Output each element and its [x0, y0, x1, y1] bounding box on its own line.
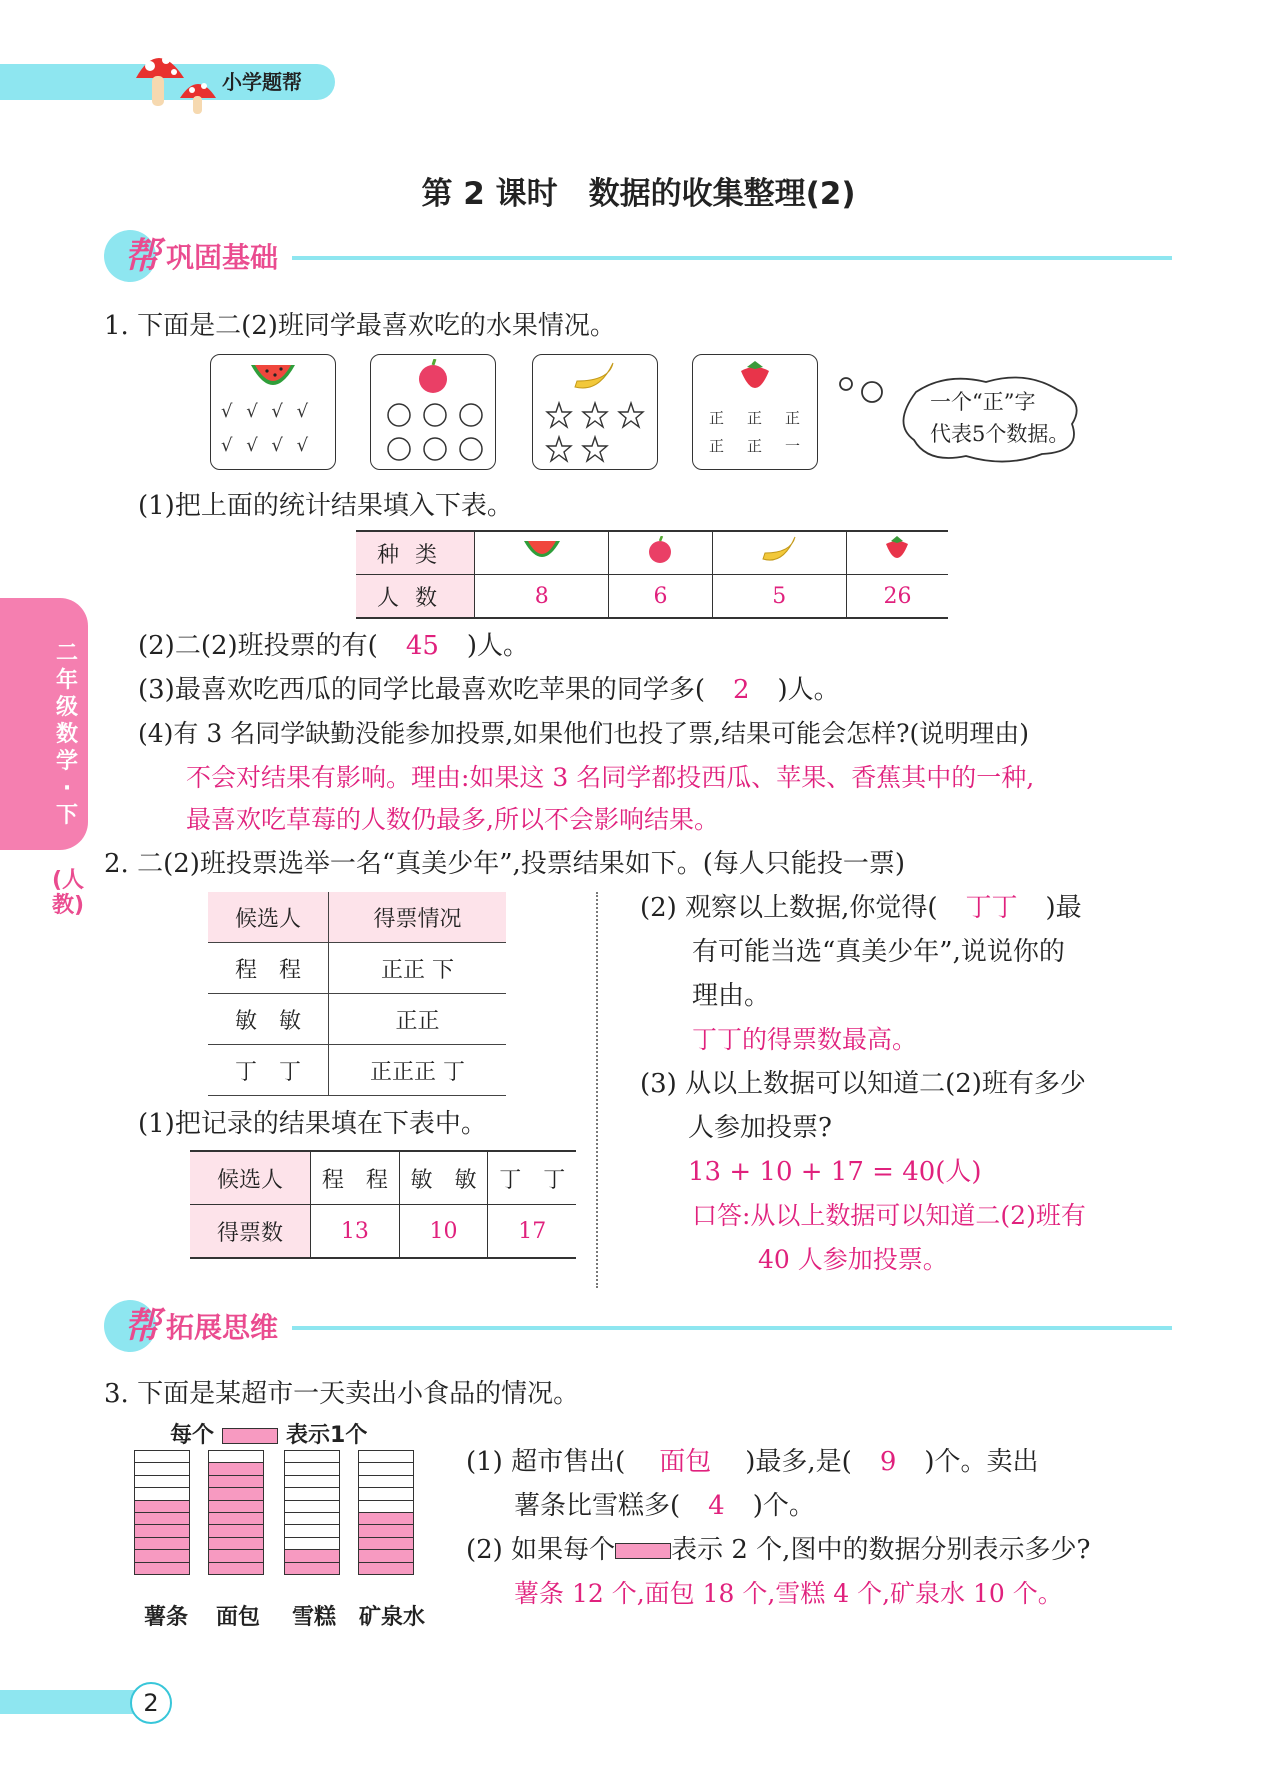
- tally-row: 正 正 正: [709, 409, 805, 427]
- row-label: 人数: [356, 575, 475, 619]
- answer: 2: [732, 675, 750, 705]
- banana-icon: [712, 531, 846, 575]
- bar-unit-filled: [209, 1463, 263, 1475]
- bar-unit-filled: [359, 1538, 413, 1550]
- category-label: 薯条: [143, 1605, 188, 1630]
- bar-unit-empty: [359, 1488, 413, 1500]
- tally-row: √ √ √ √: [221, 435, 313, 456]
- bar-unit-empty: [135, 1488, 189, 1500]
- q2-stem: 2. 二(2)班投票选举一名“真美少年”,投票结果如下。(每人只能投一票): [104, 849, 906, 879]
- tally-cell: 正正正 丁: [329, 1045, 507, 1096]
- bar-unit-empty: [285, 1451, 339, 1463]
- q2-sub3: (3) 从以上数据可以知道二(2)班有多少: [640, 1069, 1086, 1099]
- tally-cell: 正正 下: [329, 943, 507, 994]
- bar-unit-empty: [285, 1463, 339, 1475]
- count-cell: 10: [399, 1205, 488, 1259]
- circle-tally-icon: [385, 401, 485, 463]
- bar-unit-filled: [209, 1538, 263, 1550]
- bubble-line-2: 代表5个数据。: [930, 422, 1070, 446]
- bar-unit-empty: [359, 1451, 413, 1463]
- q2-sub2: (2) 观察以上数据,你觉得( 丁丁 )最: [640, 893, 1082, 923]
- watermelon-icon: [475, 531, 609, 575]
- page-title: 第 2 课时 数据的收集整理(2): [421, 176, 856, 212]
- bar-unit-filled: [135, 1538, 189, 1550]
- answer: 丁丁: [965, 893, 1018, 923]
- answer: 4: [708, 1491, 725, 1521]
- bar-unit-filled: [209, 1550, 263, 1562]
- bar-unit-filled: [209, 1476, 263, 1488]
- bar-unit-filled: [135, 1525, 189, 1537]
- bar-unit-filled: [209, 1563, 263, 1575]
- q3-answer: 薯条 12 个,面包 18 个,雪糕 4 个,矿泉水 10 个。: [514, 1579, 1063, 1608]
- q1-answer-line-1: 不会对结果有影响。理由:如果这 3 名同学都投西瓜、苹果、香蕉其中的一种,: [186, 763, 1035, 792]
- q3-stem: 3. 下面是某超市一天卖出小食品的情况。: [104, 1379, 580, 1409]
- category-label: 雪糕: [291, 1605, 336, 1630]
- count-cell: 6: [609, 575, 712, 619]
- section-title-extend: 拓展思维: [166, 1311, 279, 1344]
- q2-tally-table: [208, 892, 506, 1096]
- bar-unit-empty: [285, 1488, 339, 1500]
- header-cell: 候选人: [208, 892, 329, 943]
- q2-count-table: [190, 1150, 576, 1259]
- count-cell: 17: [488, 1205, 576, 1259]
- banana-box: [532, 354, 658, 470]
- strawberry-box: [692, 354, 818, 470]
- strawberry-icon: [735, 357, 775, 397]
- apple-icon: [411, 359, 455, 395]
- apple-box: [370, 354, 496, 470]
- bar-unit-empty: [285, 1525, 339, 1537]
- q3-sub2: (2) 如果每个 表示 2 个,图中的数据分别表示多少?: [466, 1535, 1091, 1565]
- section-bang: 帮: [124, 1306, 161, 1347]
- side-tab-edition: (人教): [52, 868, 85, 918]
- count-cell: 13: [311, 1205, 400, 1259]
- header-cell: 得票情况: [329, 892, 507, 943]
- tally-row: √ √ √ √: [221, 401, 313, 422]
- candidate-cell: 丁 丁: [488, 1151, 576, 1205]
- q1-stem: 1. 下面是二(2)班同学最喜欢吃的水果情况。: [104, 311, 616, 341]
- q1-sub1: (1)把上面的统计结果填入下表。: [138, 491, 513, 521]
- row-label: 种类: [356, 531, 475, 575]
- tally-row: 正 正 一: [709, 437, 805, 455]
- watermelon-box: [210, 354, 336, 470]
- page-number: 2: [130, 1682, 172, 1724]
- row-label: 得票数: [190, 1205, 311, 1259]
- legend-swatch: [615, 1543, 671, 1559]
- candidate-cell: 敏 敏: [208, 994, 329, 1045]
- tally-cell: 正正: [329, 994, 507, 1045]
- q2-sub3-answer-2: 40 人参加投票。: [758, 1245, 948, 1274]
- chart-legend: 每个 表示1个: [170, 1423, 368, 1448]
- q1-sub4: (4)有 3 名同学缺勤没能参加投票,如果他们也投了票,结果可能会怎样?(说明理由): [138, 719, 1030, 748]
- strawberry-icon: [846, 531, 948, 575]
- category-label: 面包: [215, 1605, 260, 1630]
- bar-unit-empty: [359, 1463, 413, 1475]
- count-cell: 5: [712, 575, 846, 619]
- q1-sub3: (3)最喜欢吃西瓜的同学比最喜欢吃苹果的同学多( 2 )人。: [138, 675, 840, 705]
- section-divider: [292, 256, 1172, 260]
- banana-icon: [569, 359, 619, 395]
- bar-unit-filled: [359, 1513, 413, 1525]
- star-tally-icon: [545, 401, 649, 463]
- row-label: 候选人: [190, 1151, 311, 1205]
- candidate-cell: 丁 丁: [208, 1045, 329, 1096]
- bar-unit-filled: [135, 1563, 189, 1575]
- bar-unit-filled: [359, 1525, 413, 1537]
- section-title-basics: 巩固基础: [166, 241, 279, 274]
- bubble-line-1: 一个“正”字: [930, 390, 1036, 414]
- bar-unit-filled: [285, 1550, 339, 1562]
- bar-unit-filled: [359, 1563, 413, 1575]
- side-tab-grade: 二年级数学·下: [55, 641, 78, 828]
- section-bang: 帮: [124, 236, 161, 277]
- count-cell: 26: [846, 575, 948, 619]
- bar-unit-empty: [359, 1501, 413, 1513]
- answer: 9: [879, 1447, 897, 1477]
- bar-unit-empty: [285, 1476, 339, 1488]
- bar-unit-filled: [359, 1550, 413, 1562]
- mushroom-icon: [128, 42, 228, 118]
- q2-sub1: (1)把记录的结果填在下表中。: [138, 1109, 487, 1139]
- category-label: 矿泉水: [358, 1605, 425, 1630]
- bar-unit-empty: [135, 1463, 189, 1475]
- candidate-cell: 程 程: [311, 1151, 400, 1205]
- answer: 面包: [659, 1447, 712, 1477]
- bar-unit-filled: [135, 1501, 189, 1513]
- bar-unit-empty: [285, 1538, 339, 1550]
- q2-sub2-answer: 丁丁的得票数最高。: [692, 1025, 918, 1054]
- section-divider: [292, 1326, 1172, 1330]
- q2-sub3-calc: 13 + 10 + 17 = 40(人): [688, 1157, 982, 1187]
- bar-unit-empty: [135, 1476, 189, 1488]
- candidate-cell: 敏 敏: [399, 1151, 488, 1205]
- bar-unit-filled: [135, 1513, 189, 1525]
- bar-unit-empty: [359, 1476, 413, 1488]
- bar-unit-filled: [135, 1550, 189, 1562]
- q3-sub1: (1) 超市售出( 面包 )最多,是( 9 )个。卖出: [466, 1447, 1039, 1477]
- bar-unit-empty: [135, 1451, 189, 1463]
- apple-icon: [609, 531, 712, 575]
- bar-unit-empty: [285, 1501, 339, 1513]
- watermelon-icon: [249, 359, 297, 393]
- legend-swatch: [222, 1428, 278, 1444]
- q2-sub3-line-2: 人参加投票?: [688, 1113, 832, 1143]
- q2-sub2-line-2: 有可能当选“真美少年”,说说你的: [692, 937, 1065, 967]
- candidate-cell: 程 程: [208, 943, 329, 994]
- bar-unit-filled: [209, 1525, 263, 1537]
- q2-sub2-line-3: 理由。: [692, 981, 771, 1011]
- q1-answer-line-2: 最喜欢吃草莓的人数仍最多,所以不会影响结果。: [186, 805, 719, 834]
- bar-unit-filled: [209, 1488, 263, 1500]
- bar-4: [358, 1450, 414, 1575]
- brand-label: 小学题帮: [222, 70, 302, 94]
- bar-1: [134, 1450, 190, 1575]
- bar-unit-empty: [285, 1513, 339, 1525]
- bar-2: [208, 1450, 264, 1575]
- bar-unit-filled: [209, 1513, 263, 1525]
- bar-unit-filled: [285, 1563, 339, 1575]
- count-cell: 8: [475, 575, 609, 619]
- bar-chart: [134, 1450, 424, 1590]
- bar-unit-empty: [209, 1451, 263, 1463]
- column-divider: [596, 892, 598, 1288]
- bar-unit-filled: [209, 1501, 263, 1513]
- bar-3: [284, 1450, 340, 1575]
- q2-sub3-answer-1: 口答:从以上数据可以知道二(2)班有: [692, 1201, 1086, 1230]
- q1-sub2: (2)二(2)班投票的有( 45 )人。: [138, 631, 530, 661]
- q3-sub1-line-2: 薯条比雪糕多( 4 )个。: [514, 1491, 815, 1521]
- answer: 45: [405, 631, 439, 661]
- q1-table: [356, 530, 948, 619]
